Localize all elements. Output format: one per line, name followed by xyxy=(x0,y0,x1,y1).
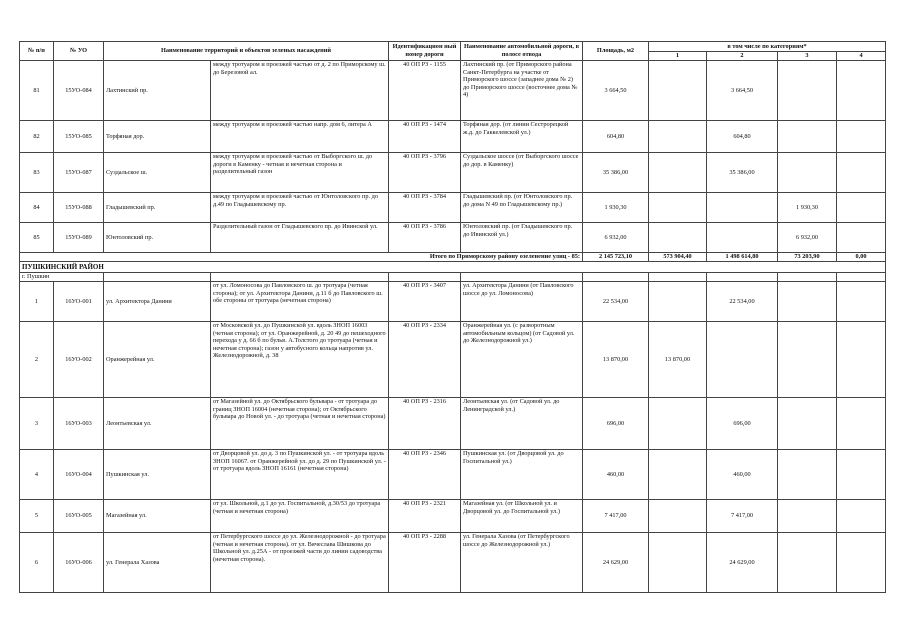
row-road-name: Суздальское шоссе (от Выборгского шоссе до дор. в Каменку) xyxy=(461,153,583,193)
row-number: 83 xyxy=(20,153,54,193)
row-cat-1 xyxy=(649,193,707,223)
row-road-id: 40 ОП РЗ - 3796 xyxy=(389,153,461,193)
row-cat-4 xyxy=(837,223,886,253)
row-cat-4 xyxy=(837,193,886,223)
row-uo: 16УО-006 xyxy=(54,533,104,593)
row-description: между тротуаром и проезжей частью от д. 2 по Приморскому ш. до Березовой ал. xyxy=(211,61,389,121)
row-uo: 15УО-084 xyxy=(54,61,104,121)
row-cat-3 xyxy=(778,500,837,533)
row-number: 81 xyxy=(20,61,54,121)
row-number: 84 xyxy=(20,193,54,223)
row-number: 3 xyxy=(20,398,54,450)
row-cat-2 xyxy=(707,223,778,253)
row-name: Леонтьевская ул. xyxy=(104,398,211,450)
row-uo: 16УО-004 xyxy=(54,450,104,500)
row-cat-3 xyxy=(778,322,837,398)
primorsky-rows xyxy=(20,61,886,253)
row-cat-1 xyxy=(649,450,707,500)
city-row xyxy=(20,273,886,282)
row-number: 6 xyxy=(20,533,54,593)
row-name: Юнтоловский пр. xyxy=(104,223,211,253)
row-number: 5 xyxy=(20,500,54,533)
row-road-name: Леонтьевская ул. (от Садовой ул. до Ленинградской ул.) xyxy=(461,398,583,450)
green-spaces-table xyxy=(19,41,886,593)
row-area: 3 664,50 xyxy=(583,61,649,121)
row-cat-1 xyxy=(649,533,707,593)
row-uo: 16УО-002 xyxy=(54,322,104,398)
row-uo: 16УО-003 xyxy=(54,398,104,450)
row-name: Пушкинская ул. xyxy=(104,450,211,500)
table-row xyxy=(20,282,886,322)
table-row xyxy=(20,121,886,153)
row-area: 6 932,00 xyxy=(583,223,649,253)
row-road-name: Лахтинский пр. (от Приморского района Санкт-Петербурга на участке от Приморского шоссе (западнее дома № 2) до Приморского шоссе (восточнее дома № 4) xyxy=(461,61,583,121)
row-cat-4 xyxy=(837,533,886,593)
section-row xyxy=(20,262,886,273)
table-row xyxy=(20,322,886,398)
row-road-name: ул. Архитектора Данини (от Павловского шоссе до ул. Ломоносова) xyxy=(461,282,583,322)
row-name: ул. Архитектора Данини xyxy=(104,282,211,322)
row-description: от Петербургского шоссе до ул. Железнодорожной - до тротуара (четная и нечетная сторона). от ул. Вячеслава Шишкова до Школьной ул. д.25А - от проезжей части до линии садоводства (нечетная сторона). xyxy=(211,533,389,593)
row-cat-3 xyxy=(778,282,837,322)
row-road-name: Оранжерейная ул. (с разворотным автомобильным кольцом) (от Садовой ул. до Железнодорожной ул.) xyxy=(461,322,583,398)
table-row xyxy=(20,533,886,593)
row-cat-2: 696,00 xyxy=(707,398,778,450)
row-road-id: 40 ОП РЗ - 3784 xyxy=(389,193,461,223)
row-name: Магазейная ул. xyxy=(104,500,211,533)
row-number: 4 xyxy=(20,450,54,500)
row-cat-3 xyxy=(778,61,837,121)
total-cat-1: 573 904,40 xyxy=(649,253,707,262)
row-road-id: 40 ОП РЗ - 2316 xyxy=(389,398,461,450)
row-road-id: 40 ОП РЗ - 1155 xyxy=(389,61,461,121)
row-road-name: Пушкинская ул. (от Дворцовой ул. до Госпитальной ул.) xyxy=(461,450,583,500)
table-row xyxy=(20,450,886,500)
row-cat-4 xyxy=(837,282,886,322)
row-cat-2: 22 534,00 xyxy=(707,282,778,322)
row-cat-3 xyxy=(778,450,837,500)
total-section xyxy=(20,253,886,282)
row-area: 24 629,00 xyxy=(583,533,649,593)
row-road-name: Торфяная дор. (от линии Сестрорецкой ж.д. до Гаккелевской ул.) xyxy=(461,121,583,153)
row-description: от ул. Школьной, д.1 до ул. Госпитальной, д.30/53 до тротуара (четная и нечетная сторона) xyxy=(211,500,389,533)
row-uo: 15УО-088 xyxy=(54,193,104,223)
row-uo: 15УО-089 xyxy=(54,223,104,253)
row-cat-2: 35 386,00 xyxy=(707,153,778,193)
row-cat-2: 7 417,00 xyxy=(707,500,778,533)
row-uo: 16УО-005 xyxy=(54,500,104,533)
row-name: Суздальское ш. xyxy=(104,153,211,193)
row-cat-2: 460,00 xyxy=(707,450,778,500)
row-cat-4 xyxy=(837,322,886,398)
row-name: ул. Генерала Хазова xyxy=(104,533,211,593)
table-row xyxy=(20,500,886,533)
row-uo: 16УО-001 xyxy=(54,282,104,322)
table-row xyxy=(20,223,886,253)
row-road-name: ул. Генерала Хазова (от Петербургского шоссе до Железнодорожной ул.) xyxy=(461,533,583,593)
row-cat-4 xyxy=(837,500,886,533)
table-header xyxy=(20,42,886,61)
row-number: 1 xyxy=(20,282,54,322)
section-title: ПУШКИНСКИЙ РАЙОН xyxy=(20,262,886,273)
header-cat-1: 1 xyxy=(649,52,707,61)
row-area: 696,00 xyxy=(583,398,649,450)
row-number: 82 xyxy=(20,121,54,153)
row-uo: 15УО-087 xyxy=(54,153,104,193)
total-cat-4: 0,00 xyxy=(837,253,886,262)
row-name: Гладышевский пр. xyxy=(104,193,211,223)
row-description: от Магазейной ул. до Октябрьского бульвара - от тротуара до границ ЗНОП 16004 (нечетная сторона); от Октябрьского бульвара до Новой ул. - до тротуара (четная и нечетная сторона) xyxy=(211,398,389,450)
row-uo: 15УО-085 xyxy=(54,121,104,153)
row-description: от Дворцовой ул. до д. 3 по Пушкинской ул. - от тротуара вдоль ЗНОП 16067. от Оранжерейной ул. до д. 29 по Пушкинской ул. - от тротуара вдоль ЗНОП 16161 (нечетная сторона) xyxy=(211,450,389,500)
row-cat-3: 6 932,00 xyxy=(778,223,837,253)
row-cat-4 xyxy=(837,153,886,193)
row-description: между тротуаром и проезжей частью от Выборгского ш. до дороги в Каменку - четная и нечетная сторона и разделительный газон xyxy=(211,153,389,193)
row-name: Торфяная дор. xyxy=(104,121,211,153)
row-road-name: Магазейная ул. (от Школьной ул. и Дворцовой ул. до Госпитальной ул.) xyxy=(461,500,583,533)
row-description: между тротуаром и проезжей частью напр. дом 6, литера А xyxy=(211,121,389,153)
table-row xyxy=(20,153,886,193)
total-row xyxy=(20,253,886,262)
row-cat-4 xyxy=(837,450,886,500)
header-cat-2: 2 xyxy=(707,52,778,61)
total-area: 2 145 723,10 xyxy=(583,253,649,262)
row-road-id: 40 ОП РЗ - 2346 xyxy=(389,450,461,500)
row-cat-1 xyxy=(649,500,707,533)
row-road-id: 40 ОП РЗ - 3407 xyxy=(389,282,461,322)
table-row xyxy=(20,61,886,121)
row-area: 604,80 xyxy=(583,121,649,153)
row-cat-4 xyxy=(837,121,886,153)
row-road-name: Гладышевский пр. (от Юнтоловского пр. до дома N 49 по Гладышевскому пр.) xyxy=(461,193,583,223)
row-road-name: Юнтоловский пр. (от Гладышевского пр. до Ивинской ул.) xyxy=(461,223,583,253)
row-cat-1 xyxy=(649,153,707,193)
row-description: от Московской ул. до Пушкинской ул. вдоль ЗНОП 16003 (четная сторона); от ул. Оранжерейной, д. 20 49 до пешеходного перехода у д. 66 б по бульв. А.Толстого до тротуара (четная и нечетная сторона); газон у автобусного кольца напротив ул. Железнодорожной, д. 38 xyxy=(211,322,389,398)
row-area: 460,00 xyxy=(583,450,649,500)
row-cat-2: 24 629,00 xyxy=(707,533,778,593)
row-road-id: 40 ОП РЗ - 2288 xyxy=(389,533,461,593)
row-cat-1: 13 870,00 xyxy=(649,322,707,398)
row-road-id: 40 ОП РЗ - 2334 xyxy=(389,322,461,398)
row-cat-3 xyxy=(778,533,837,593)
row-cat-3: 1 930,30 xyxy=(778,193,837,223)
row-cat-1 xyxy=(649,61,707,121)
row-cat-1 xyxy=(649,398,707,450)
row-cat-4 xyxy=(837,61,886,121)
row-road-id: 40 ОП РЗ - 1474 xyxy=(389,121,461,153)
row-number: 2 xyxy=(20,322,54,398)
row-area: 1 930,30 xyxy=(583,193,649,223)
row-cat-3 xyxy=(778,398,837,450)
row-cat-2 xyxy=(707,193,778,223)
header-road: Наименование автомобильной дороги, в полосе отвода xyxy=(461,42,583,61)
city-name: г. Пушкин xyxy=(20,273,104,282)
row-cat-4 xyxy=(837,398,886,450)
row-name: Лахтинский пр. xyxy=(104,61,211,121)
row-area: 7 417,00 xyxy=(583,500,649,533)
header-num: № п/п xyxy=(20,42,54,61)
total-cat-3: 73 203,90 xyxy=(778,253,837,262)
row-number: 85 xyxy=(20,223,54,253)
row-cat-2: 604,80 xyxy=(707,121,778,153)
row-cat-1 xyxy=(649,121,707,153)
row-road-id: 40 ОП РЗ - 2321 xyxy=(389,500,461,533)
row-cat-3 xyxy=(778,121,837,153)
row-cat-1 xyxy=(649,282,707,322)
row-cat-2: 3 664,50 xyxy=(707,61,778,121)
row-description: между тротуаром и проезжей частью от Юнтоловского пр. до д.49 по Гладышевскому пр. xyxy=(211,193,389,223)
total-cat-2: 1 498 614,80 xyxy=(707,253,778,262)
row-cat-1 xyxy=(649,223,707,253)
row-description: от ул. Ломоносова до Павловского ш. до тротуара (четная сторона); от ул. Архитектора Данини, д.11 б до Павловского ш. обе стороны от тротуара (нечетная сторона) xyxy=(211,282,389,322)
header-area: Площадь, м2 xyxy=(583,42,649,61)
table-row xyxy=(20,398,886,450)
header-ident: Идентификацион ный номер дороги xyxy=(389,42,461,61)
header-name: Наименование территорий и объектов зеленых насаждений xyxy=(104,42,389,61)
row-cat-3 xyxy=(778,153,837,193)
row-description: Разделительный газон от Гладышевского пр. до Ивинской ул. xyxy=(211,223,389,253)
row-road-id: 40 ОП РЗ - 3786 xyxy=(389,223,461,253)
header-cat-4: 4 xyxy=(837,52,886,61)
row-area: 22 534,00 xyxy=(583,282,649,322)
row-area: 35 386,00 xyxy=(583,153,649,193)
document-sheet xyxy=(19,41,885,593)
row-area: 13 870,00 xyxy=(583,322,649,398)
header-categories: в том числе по категориям* xyxy=(649,42,886,52)
row-name: Оранжерейная ул. xyxy=(104,322,211,398)
pushkin-rows xyxy=(20,282,886,593)
header-uo: № УО xyxy=(54,42,104,61)
total-label: Итого по Приморскому району озеленение улиц - 85: xyxy=(20,253,583,262)
table-row xyxy=(20,193,886,223)
row-cat-2 xyxy=(707,322,778,398)
header-cat-3: 3 xyxy=(778,52,837,61)
